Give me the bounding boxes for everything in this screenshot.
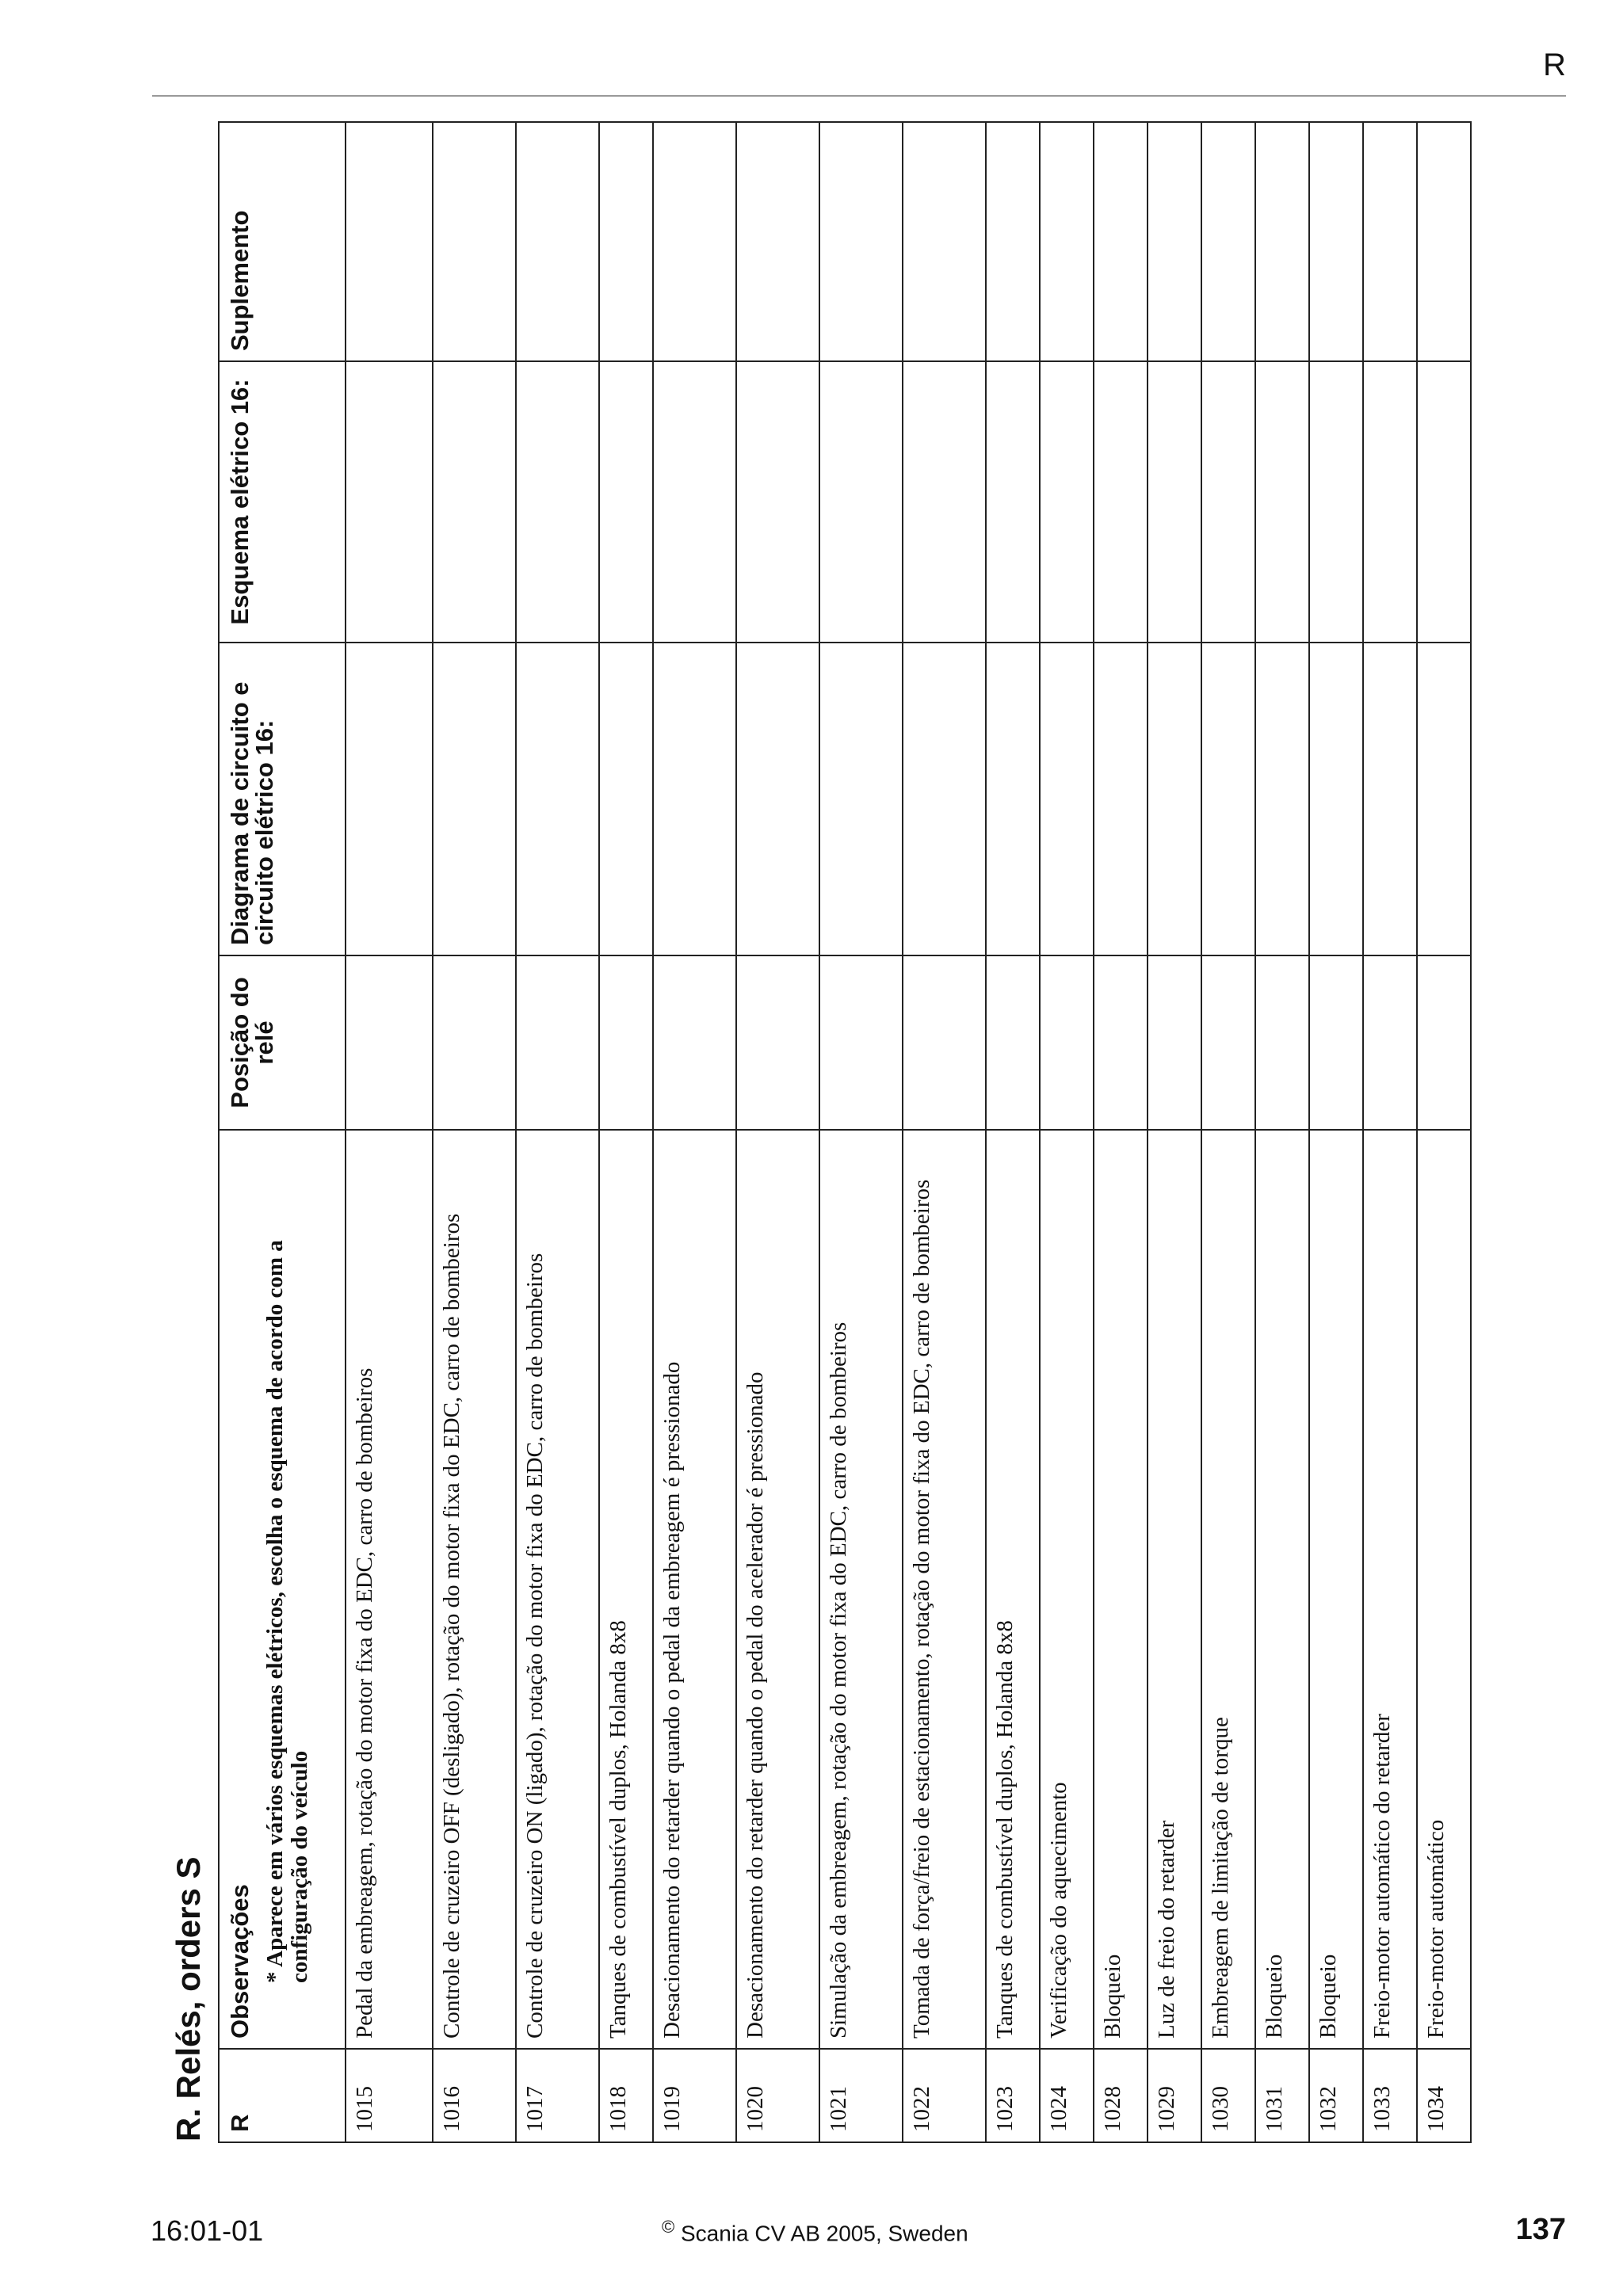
table-row — [819, 122, 903, 2142]
relay-position-cell — [819, 955, 903, 1130]
relay-position-cell — [1148, 955, 1201, 1130]
supplement-cell — [903, 122, 986, 361]
observation-cell: Desacionamento do retarder quando o pedal da embreagem é pressionado — [653, 1130, 736, 2049]
observation-cell: Bloqueio — [1094, 1130, 1148, 2049]
relay-position-cell — [1040, 955, 1094, 1130]
observation-cell: Freio-motor automático — [1417, 1130, 1471, 2049]
circuit-diagram-cell — [599, 643, 653, 955]
header-observacoes — [219, 1130, 346, 2049]
table-row — [903, 122, 986, 2142]
wiring-diagram-cell — [516, 361, 599, 643]
relay-number-cell: 1029 — [1148, 2049, 1201, 2142]
relay-number-cell: 1024 — [1040, 2049, 1094, 2142]
relay-number-cell: 1019 — [653, 2049, 736, 2142]
supplement-cell — [819, 122, 903, 361]
copyright-symbol: © — [662, 2217, 675, 2237]
observation-cell: Verificação do aquecimento — [1040, 1130, 1094, 2049]
supplement-cell — [346, 122, 433, 361]
circuit-diagram-cell — [653, 643, 736, 955]
page-title: R. Relés, orders S — [170, 1856, 207, 2142]
supplement-cell — [1255, 122, 1309, 361]
table-body — [346, 122, 1471, 2142]
relay-number-cell: 1016 — [433, 2049, 516, 2142]
wiring-diagram-cell — [903, 361, 986, 643]
circuit-diagram-cell — [1148, 643, 1201, 955]
header-suplemento: Suplemento — [219, 122, 346, 361]
header-esquema: Esquema elétrico 16: — [219, 361, 346, 643]
wiring-diagram-cell — [1201, 361, 1255, 643]
wiring-diagram-cell — [986, 361, 1040, 643]
relay-number-cell: 1028 — [1094, 2049, 1148, 2142]
relay-number-cell: 1015 — [346, 2049, 433, 2142]
header-observacoes-label: Observações — [226, 1884, 254, 2039]
wiring-diagram-cell — [433, 361, 516, 643]
observation-cell: Simulação da embreagem, rotação do motor fixa do EDC, carro de bombeiros — [819, 1130, 903, 2049]
circuit-diagram-cell — [1363, 643, 1417, 955]
relay-position-cell — [516, 955, 599, 1130]
relay-position-cell — [599, 955, 653, 1130]
supplement-cell — [1417, 122, 1471, 361]
circuit-diagram-cell — [819, 643, 903, 955]
supplement-cell — [1201, 122, 1255, 361]
relay-number-cell: 1020 — [736, 2049, 819, 2142]
wiring-diagram-cell — [1255, 361, 1309, 643]
header-note: * Aparece em vários esquemas elétricos, escolha o esquema de acordo com a configuração do veículo — [262, 1240, 312, 1983]
relay-number-cell: 1017 — [516, 2049, 599, 2142]
relay-number-cell: 1021 — [819, 2049, 903, 2142]
relay-position-cell — [433, 955, 516, 1130]
wiring-diagram-cell — [1040, 361, 1094, 643]
supplement-cell — [516, 122, 599, 361]
section-letter: R — [1543, 48, 1566, 82]
supplement-cell — [736, 122, 819, 361]
header-diagrama: Diagrama de circuito e circuito elétrico 16: — [219, 643, 346, 955]
circuit-diagram-cell — [1094, 643, 1148, 955]
table-row — [1148, 122, 1201, 2142]
footer-code: 16:01-01 — [151, 2214, 264, 2247]
table-row — [346, 122, 433, 2142]
wiring-diagram-cell — [599, 361, 653, 643]
relay-position-cell — [1255, 955, 1309, 1130]
wiring-diagram-cell — [736, 361, 819, 643]
circuit-diagram-cell — [1255, 643, 1309, 955]
supplement-cell — [1094, 122, 1148, 361]
relay-table — [218, 121, 1472, 2143]
relay-table-block — [158, 210, 1472, 2143]
circuit-diagram-cell — [433, 643, 516, 955]
circuit-diagram-cell — [1417, 643, 1471, 955]
supplement-cell — [653, 122, 736, 361]
observation-cell: Controle de cruzeiro ON (ligado), rotação do motor fixa do EDC, carro de bombeiros — [516, 1130, 599, 2049]
supplement-cell — [599, 122, 653, 361]
supplement-cell — [1363, 122, 1417, 361]
circuit-diagram-cell — [1040, 643, 1094, 955]
table-row — [599, 122, 653, 2142]
relay-number-cell: 1030 — [1201, 2049, 1255, 2142]
wiring-diagram-cell — [1148, 361, 1201, 643]
table-row — [1417, 122, 1471, 2142]
relay-position-cell — [986, 955, 1040, 1130]
circuit-diagram-cell — [516, 643, 599, 955]
relay-number-cell: 1023 — [986, 2049, 1040, 2142]
table-row — [736, 122, 819, 2142]
observation-cell: Tomada de força/freio de estacionamento, rotação do motor fixa do EDC, carro de bombeiros — [903, 1130, 986, 2049]
table-row — [1094, 122, 1148, 2142]
relay-position-cell — [346, 955, 433, 1130]
observation-cell: Embreagem de limitação de torque — [1201, 1130, 1255, 2049]
relay-position-cell — [1094, 955, 1148, 1130]
relay-position-cell — [653, 955, 736, 1130]
table-row — [1309, 122, 1363, 2142]
wiring-diagram-cell — [346, 361, 433, 643]
table-row — [1255, 122, 1309, 2142]
relay-number-cell: 1022 — [903, 2049, 986, 2142]
relay-position-cell — [736, 955, 819, 1130]
relay-number-cell: 1034 — [1417, 2049, 1471, 2142]
table-row — [433, 122, 516, 2142]
table-row — [653, 122, 736, 2142]
header-posicao: Posição do relé — [219, 955, 346, 1130]
wiring-diagram-cell — [1417, 361, 1471, 643]
circuit-diagram-cell — [1309, 643, 1363, 955]
circuit-diagram-cell — [903, 643, 986, 955]
table-row — [516, 122, 599, 2142]
circuit-diagram-cell — [986, 643, 1040, 955]
supplement-cell — [1309, 122, 1363, 361]
wiring-diagram-cell — [1363, 361, 1417, 643]
header-r: R — [219, 2049, 346, 2142]
observation-cell: Bloqueio — [1309, 1130, 1363, 2049]
table-row — [986, 122, 1040, 2142]
table-row — [1363, 122, 1417, 2142]
circuit-diagram-cell — [346, 643, 433, 955]
relay-number-cell: 1032 — [1309, 2049, 1363, 2142]
relay-number-cell: 1018 — [599, 2049, 653, 2142]
page-number: 137 — [1515, 2213, 1566, 2246]
observation-cell: Luz de freio do retarder — [1148, 1130, 1201, 2049]
observation-cell: Desacionamento do retarder quando o pedal do acelerador é pressionado — [736, 1130, 819, 2049]
table-header-row — [219, 122, 346, 2142]
wiring-diagram-cell — [819, 361, 903, 643]
relay-number-cell: 1033 — [1363, 2049, 1417, 2142]
wiring-diagram-cell — [653, 361, 736, 643]
copyright-text: Scania CV AB 2005, Sweden — [681, 2221, 968, 2246]
wiring-diagram-cell — [1309, 361, 1363, 643]
circuit-diagram-cell — [1201, 643, 1255, 955]
observation-cell: Tanques de combustível duplos, Holanda 8x8 — [599, 1130, 653, 2049]
relay-position-cell — [1363, 955, 1417, 1130]
relay-position-cell — [903, 955, 986, 1130]
relay-position-cell — [1417, 955, 1471, 1130]
observation-cell: Controle de cruzeiro OFF (desligado), rotação do motor fixa do EDC, carro de bombeiros — [433, 1130, 516, 2049]
relay-position-cell — [1309, 955, 1363, 1130]
circuit-diagram-cell — [736, 643, 819, 955]
header-rule — [152, 95, 1566, 97]
supplement-cell — [433, 122, 516, 361]
table-row — [1040, 122, 1094, 2142]
observation-cell: Pedal da embreagem, rotação do motor fixa do EDC, carro de bombeiros — [346, 1130, 433, 2049]
observation-cell: Bloqueio — [1255, 1130, 1309, 2049]
relay-number-cell: 1031 — [1255, 2049, 1309, 2142]
supplement-cell — [986, 122, 1040, 361]
relay-position-cell — [1201, 955, 1255, 1130]
observation-cell: Freio-motor automático do retarder — [1363, 1130, 1417, 2049]
supplement-cell — [1148, 122, 1201, 361]
observation-cell: Tanques de combustível duplos, Holanda 8x8 — [986, 1130, 1040, 2049]
table-row — [1201, 122, 1255, 2142]
supplement-cell — [1040, 122, 1094, 361]
wiring-diagram-cell — [1094, 361, 1148, 643]
footer-copyright — [662, 2217, 968, 2246]
